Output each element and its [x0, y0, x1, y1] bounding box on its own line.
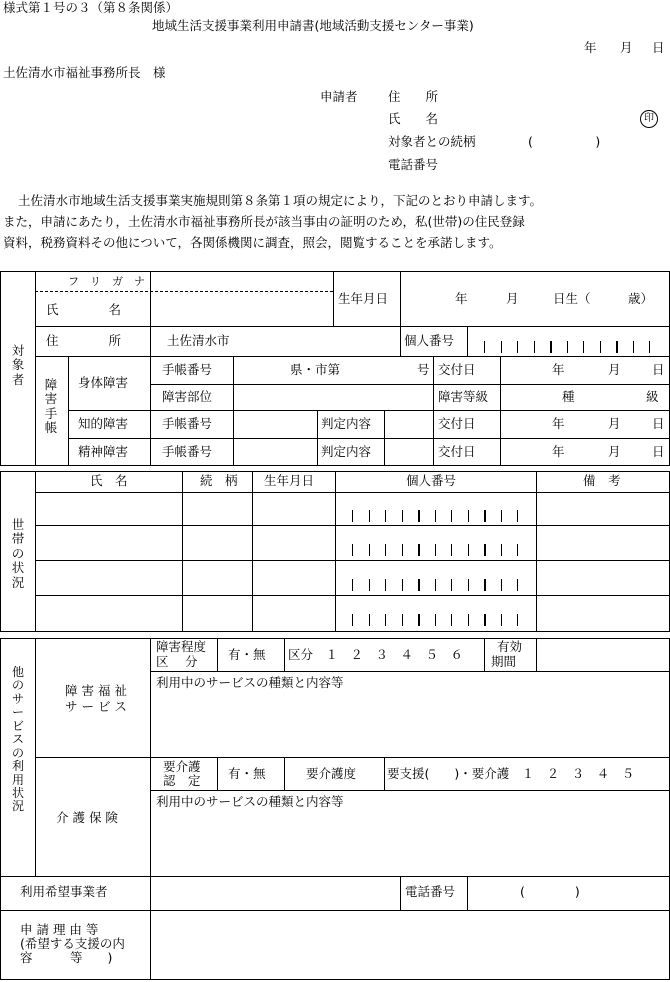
household-col-dob: 生年月日	[264, 473, 315, 488]
digit-separator	[517, 544, 518, 556]
digit-separator	[402, 614, 403, 626]
digit-separator	[451, 579, 452, 591]
digit-separator	[468, 579, 469, 591]
digit-separator	[369, 544, 370, 556]
digit-separator	[352, 510, 353, 522]
household-side-label: 世帯の状況	[11, 517, 25, 590]
applicant-label: 申請者	[320, 89, 358, 104]
digit-separator	[418, 544, 420, 556]
digit-separator	[501, 579, 502, 591]
dob-label: 生年月日	[338, 291, 389, 306]
digit-separator	[517, 510, 518, 522]
handbook-side-label: 障害手帳	[44, 377, 58, 436]
mental-issue-year: 年	[552, 444, 565, 459]
disability-grade-label: 障害等級	[438, 389, 489, 404]
digit-separator	[352, 614, 353, 626]
addressee: 土佐清水市福祉事務所長 様	[3, 65, 166, 80]
digit-separator	[468, 510, 469, 522]
digit-separator	[418, 579, 420, 591]
physical-disability-label: 身体障害	[78, 375, 129, 390]
form-number: 様式第１号の３（第８条関係）	[3, 0, 179, 15]
intellectual-issue-month: 月	[608, 416, 621, 431]
intellectual-issue-day: 日	[652, 416, 665, 431]
subject-side-label: 対象者	[11, 343, 25, 387]
care-yes-no[interactable]: 有・無	[228, 766, 266, 781]
applicant-phone-label: 電話番号	[388, 157, 439, 172]
valid-label-2: 期間	[491, 654, 517, 669]
digit-separator	[352, 579, 353, 591]
digit-separator	[517, 579, 518, 591]
grade-label: 級	[646, 389, 659, 404]
dob-suffix: 日生（ 歳）	[553, 291, 654, 306]
intellectual-issue-year: 年	[552, 416, 565, 431]
digit-separator	[369, 510, 370, 522]
reason-label-2: (希望する支援の内	[20, 936, 125, 951]
digit-separator	[517, 614, 518, 626]
digit-separator	[550, 341, 552, 353]
digit-separator	[616, 341, 618, 353]
digit-separator	[435, 614, 436, 626]
digit-separator	[369, 614, 370, 626]
go-label: 号	[417, 362, 430, 377]
welfare-in-use-label: 利用中のサービスの種類と内容等	[156, 675, 344, 690]
address-value[interactable]: 土佐清水市	[167, 333, 230, 348]
digit-separator	[501, 614, 502, 626]
care-cert-label-1: 要介護	[163, 759, 201, 774]
personal-number-label: 個人番号	[404, 333, 455, 348]
provider-phone-field[interactable]: ( )	[520, 884, 580, 899]
body-paragraph-1: 土佐清水市地域生活支援事業実施規則第８条第１項の規定により，下記のとおり申請します。	[18, 193, 543, 208]
mental-issue-month: 月	[608, 444, 621, 459]
welfare-label-2: サ ー ビ ス	[65, 699, 127, 714]
digit-separator	[517, 341, 518, 353]
digit-separator	[501, 341, 502, 353]
dob-month: 月	[506, 291, 519, 306]
digit-separator	[402, 510, 403, 522]
mental-issue-day: 日	[652, 444, 665, 459]
applicant-name-label: 氏 名	[388, 111, 439, 126]
care-insurance-label: 介 護 保 険	[56, 810, 118, 825]
date-day-label: 日	[652, 40, 665, 55]
digit-separator	[352, 544, 353, 556]
relation-label: 対象者との続柄	[388, 134, 476, 149]
digit-separator	[451, 510, 452, 522]
digit-separator	[484, 544, 486, 556]
reason-label-3: 容 等 )	[20, 950, 113, 965]
valid-label-1: 有効	[497, 639, 523, 654]
digit-separator	[402, 544, 403, 556]
date-year-label: 年	[584, 40, 597, 55]
care-degree-label: 要介護度	[306, 766, 357, 781]
digit-separator	[484, 341, 485, 353]
care-levels[interactable]: 要支援( )・要介護 １ ２ ３ ４ ５	[387, 766, 635, 781]
mental-book-no-label: 手帳番号	[162, 444, 213, 459]
digit-separator	[484, 614, 486, 626]
digit-separator	[468, 614, 469, 626]
digit-separator	[484, 579, 486, 591]
digit-separator	[633, 341, 634, 353]
provider-phone-label: 電話番号	[405, 884, 456, 899]
physical-issue-day: 日	[652, 362, 665, 377]
digit-separator	[649, 341, 650, 353]
digit-separator	[435, 579, 436, 591]
degree-label-1: 障害程度	[156, 639, 207, 654]
physical-issue-month: 月	[608, 362, 621, 377]
digit-separator	[451, 544, 452, 556]
form-title: 地域生活支援事業利用申請書(地域活動支援センター事業)	[152, 18, 474, 33]
pref-city-label: 県・市第	[290, 362, 341, 377]
address-label: 住 所	[46, 333, 122, 348]
relation-field[interactable]: ( )	[528, 134, 601, 149]
digit-separator	[583, 341, 584, 353]
date-month-label: 月	[620, 40, 633, 55]
household-col-relation: 続 柄	[200, 473, 238, 488]
body-paragraph-2a: また，申請にあたり，土佐清水市福祉事務所長が該当事由の証明のため，私(世帯)の住民登録	[3, 214, 525, 229]
physical-issue-year: 年	[552, 362, 565, 377]
intellectual-issue-date-label: 交付日	[438, 416, 476, 431]
digit-separator	[385, 544, 386, 556]
household-col-name: 氏 名	[90, 473, 128, 488]
applicant-address-label: 住 所	[388, 89, 439, 104]
household-col-notes: 備 考	[583, 473, 621, 488]
digit-separator	[385, 579, 386, 591]
digit-separator	[418, 614, 420, 626]
household-col-number: 個人番号	[406, 473, 457, 488]
digit-separator	[501, 544, 502, 556]
digit-separator	[385, 614, 386, 626]
physical-issue-date-label: 交付日	[438, 362, 476, 377]
provider-label: 利用希望事業者	[20, 884, 108, 899]
digit-separator	[484, 510, 486, 522]
welfare-category[interactable]: 区分 １ ２ ３ ４ ５ ６	[288, 647, 464, 662]
services-side-label: 他のサービスの利用状況	[11, 665, 24, 814]
digit-separator	[369, 579, 370, 591]
kind-label: 種	[562, 389, 575, 404]
digit-separator	[435, 510, 436, 522]
digit-separator	[534, 341, 535, 353]
name-label: 氏 名	[46, 302, 122, 317]
welfare-yes-no[interactable]: 有・無	[228, 647, 266, 662]
reason-label-1: 申 請 理 由 等	[20, 922, 99, 937]
digit-separator	[567, 341, 568, 353]
degree-label-2: 区 分	[156, 654, 198, 669]
digit-separator	[451, 614, 452, 626]
digit-separator	[501, 510, 502, 522]
dob-year: 年	[455, 291, 468, 306]
welfare-label-1: 障 害 福 祉	[65, 683, 127, 698]
intellectual-judgment-label: 判定内容	[321, 416, 372, 431]
disability-part-label: 障害部位	[162, 389, 213, 404]
care-cert-label-2: 認 定	[163, 773, 201, 788]
mental-judgment-label: 判定内容	[321, 444, 372, 459]
mental-issue-date-label: 交付日	[438, 444, 476, 459]
intellectual-disability-label: 知的障害	[78, 416, 129, 431]
intellectual-book-no-label: 手帳番号	[162, 416, 213, 431]
body-paragraph-2b: 資料，税務資料その他について，各関係機関に調査，照会，閲覧することを承諾します。	[3, 235, 502, 250]
digit-separator	[468, 544, 469, 556]
digit-separator	[385, 510, 386, 522]
furigana-label: フ リ ガ ナ	[68, 275, 145, 288]
seal-mark: 印	[640, 110, 658, 128]
mental-disability-label: 精神障害	[78, 444, 129, 459]
physical-book-no-label: 手帳番号	[162, 362, 213, 377]
digit-separator	[435, 544, 436, 556]
digit-separator	[600, 341, 601, 353]
digit-separator	[402, 579, 403, 591]
care-in-use-label: 利用中のサービスの種類と内容等	[156, 794, 344, 809]
digit-separator	[418, 510, 420, 522]
